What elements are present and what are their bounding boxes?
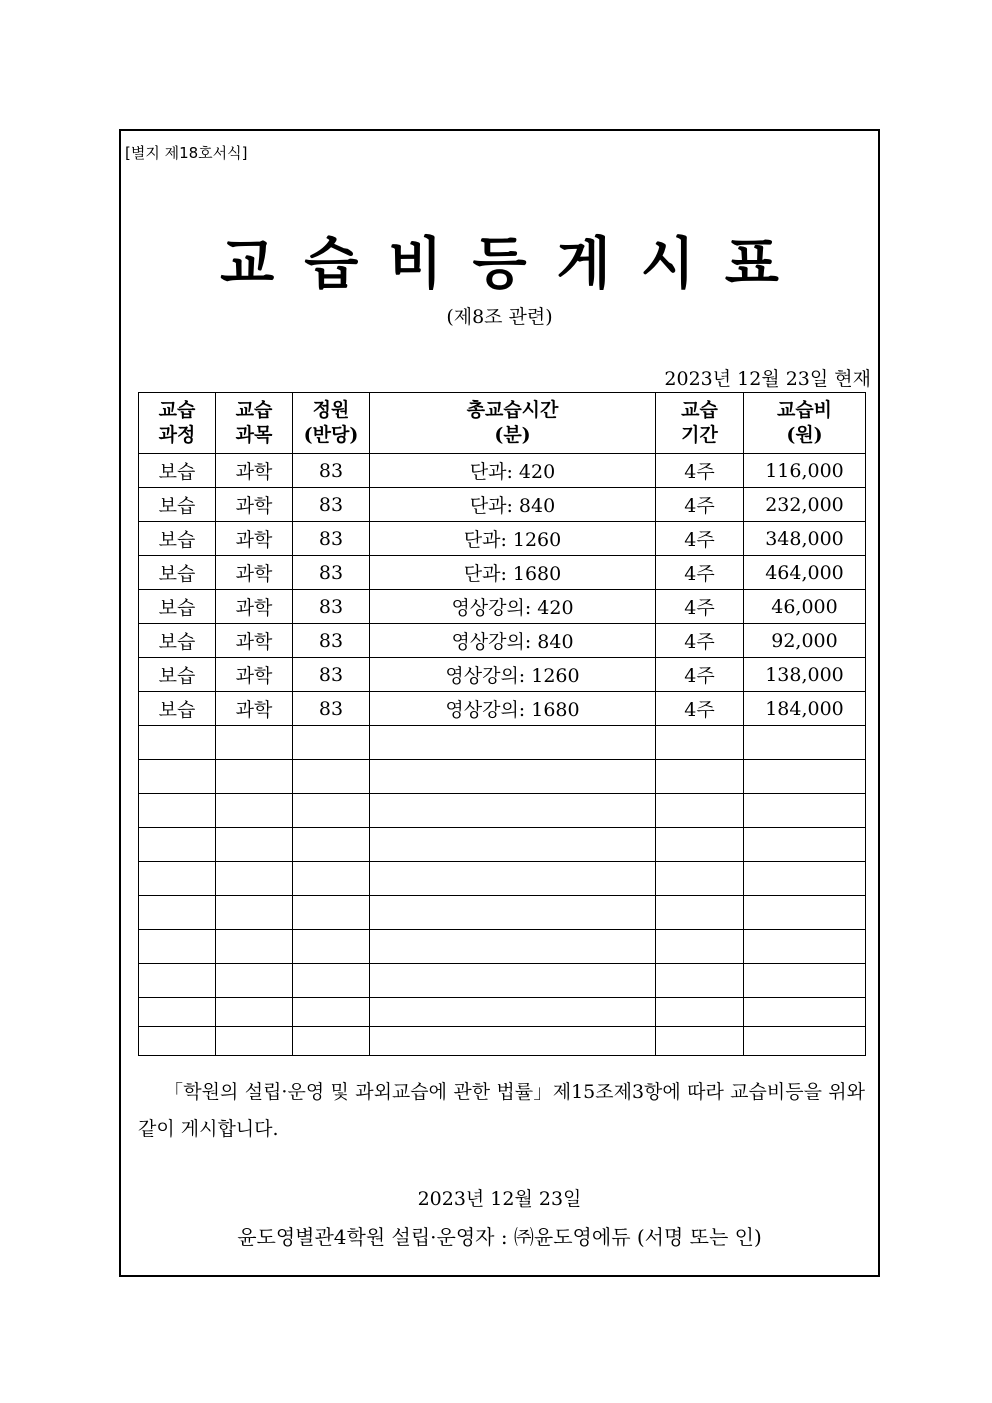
empty-cell: [744, 760, 866, 794]
fee-table-body: [139, 454, 866, 1056]
empty-cell: [139, 794, 216, 828]
cell-course: 보습: [139, 624, 216, 658]
cell-subject: 과학: [216, 522, 293, 556]
empty-table-row: [139, 964, 866, 998]
header-total-time: 총교습시간 (분): [370, 393, 656, 454]
table-row: [139, 522, 866, 556]
cell-fee: 92,000: [744, 624, 866, 658]
cell-total-time: 단과: 1260: [370, 522, 656, 556]
cell-subject: 과학: [216, 556, 293, 590]
empty-cell: [216, 760, 293, 794]
cell-total-time: 단과: 420: [370, 454, 656, 488]
cell-capacity: 83: [293, 590, 370, 624]
page-subtitle: (제8조 관련): [446, 306, 553, 328]
empty-cell: [293, 964, 370, 998]
cell-fee: 116,000: [744, 454, 866, 488]
cell-subject: 과학: [216, 692, 293, 726]
empty-cell: [370, 896, 656, 930]
header-course: 교습 과정: [139, 393, 216, 454]
empty-cell: [293, 760, 370, 794]
cell-period: 4주: [656, 454, 744, 488]
cell-period: 4주: [656, 590, 744, 624]
cell-capacity: 83: [293, 488, 370, 522]
empty-cell: [216, 964, 293, 998]
cell-capacity: 83: [293, 692, 370, 726]
cell-subject: 과학: [216, 454, 293, 488]
empty-cell: [216, 794, 293, 828]
cell-period: 4주: [656, 556, 744, 590]
cell-course: 보습: [139, 454, 216, 488]
empty-cell: [370, 794, 656, 828]
empty-cell: [139, 964, 216, 998]
empty-cell: [293, 726, 370, 760]
empty-cell: [656, 896, 744, 930]
empty-cell: [139, 896, 216, 930]
empty-cell: [370, 828, 656, 862]
notice-text: 「학원의 설립·운영 및 과외교습에 관한 법률」제15조제3항에 따라 교습비등을 위와 같이 게시합니다.: [138, 1081, 865, 1140]
cell-period: 4주: [656, 658, 744, 692]
empty-cell: [370, 726, 656, 760]
table-row: [139, 692, 866, 726]
empty-cell: [370, 964, 656, 998]
cell-total-time: 영상강의: 1260: [370, 658, 656, 692]
cell-course: 보습: [139, 590, 216, 624]
empty-cell: [216, 1027, 293, 1056]
empty-cell: [656, 726, 744, 760]
empty-cell: [139, 726, 216, 760]
empty-cell: [656, 828, 744, 862]
table-row: [139, 590, 866, 624]
cell-total-time: 단과: 1680: [370, 556, 656, 590]
form-number: [별지 제18호서식]: [125, 144, 248, 162]
empty-cell: [293, 794, 370, 828]
header-period: 교습 기간: [656, 393, 744, 454]
table-row: [139, 488, 866, 522]
cell-capacity: 83: [293, 522, 370, 556]
cell-fee: 46,000: [744, 590, 866, 624]
cell-fee: 232,000: [744, 488, 866, 522]
empty-cell: [293, 828, 370, 862]
empty-cell: [656, 998, 744, 1027]
cell-course: 보습: [139, 692, 216, 726]
cell-subject: 과학: [216, 624, 293, 658]
empty-cell: [216, 998, 293, 1027]
empty-table-row: [139, 1027, 866, 1056]
table-row: [139, 556, 866, 590]
empty-cell: [744, 828, 866, 862]
empty-cell: [216, 862, 293, 896]
empty-table-row: [139, 726, 866, 760]
empty-cell: [656, 930, 744, 964]
empty-cell: [216, 896, 293, 930]
header-subject: 교습 과목: [216, 393, 293, 454]
empty-cell: [370, 930, 656, 964]
cell-fee: 184,000: [744, 692, 866, 726]
empty-cell: [139, 828, 216, 862]
empty-cell: [293, 1027, 370, 1056]
cell-fee: 464,000: [744, 556, 866, 590]
empty-cell: [216, 726, 293, 760]
cell-fee: 138,000: [744, 658, 866, 692]
empty-cell: [744, 726, 866, 760]
empty-cell: [744, 862, 866, 896]
empty-cell: [370, 862, 656, 896]
empty-cell: [293, 896, 370, 930]
empty-cell: [656, 794, 744, 828]
empty-cell: [139, 930, 216, 964]
empty-cell: [744, 794, 866, 828]
cell-total-time: 단과: 840: [370, 488, 656, 522]
cell-course: 보습: [139, 658, 216, 692]
empty-cell: [370, 998, 656, 1027]
table-header-row: [139, 393, 866, 454]
empty-cell: [293, 998, 370, 1027]
empty-cell: [293, 930, 370, 964]
table-row: [139, 454, 866, 488]
empty-table-row: [139, 896, 866, 930]
empty-table-row: [139, 794, 866, 828]
cell-course: 보습: [139, 556, 216, 590]
signature-date: 2023년 12월 23일: [417, 1188, 582, 1210]
empty-cell: [370, 760, 656, 794]
signer-line: 윤도영별관4학원 설립·운영자 : ㈜윤도영에듀 (서명 또는 인): [237, 1225, 762, 1249]
empty-cell: [656, 1027, 744, 1056]
cell-total-time: 영상강의: 1680: [370, 692, 656, 726]
empty-cell: [656, 760, 744, 794]
cell-capacity: 83: [293, 454, 370, 488]
cell-fee: 348,000: [744, 522, 866, 556]
empty-table-row: [139, 862, 866, 896]
empty-cell: [656, 862, 744, 896]
cell-capacity: 83: [293, 556, 370, 590]
empty-cell: [744, 896, 866, 930]
empty-table-row: [139, 998, 866, 1027]
empty-cell: [370, 1027, 656, 1056]
empty-table-row: [139, 930, 866, 964]
cell-subject: 과학: [216, 488, 293, 522]
empty-cell: [744, 964, 866, 998]
empty-table-row: [139, 760, 866, 794]
table-row: [139, 624, 866, 658]
cell-course: 보습: [139, 488, 216, 522]
empty-cell: [744, 930, 866, 964]
empty-cell: [656, 964, 744, 998]
empty-table-row: [139, 828, 866, 862]
as-of-date: 2023년 12월 23일 현재: [664, 368, 871, 390]
empty-cell: [216, 930, 293, 964]
empty-cell: [293, 862, 370, 896]
empty-cell: [216, 828, 293, 862]
empty-cell: [139, 998, 216, 1027]
cell-subject: 과학: [216, 590, 293, 624]
cell-capacity: 83: [293, 658, 370, 692]
page-title: 교습비등게시표: [220, 232, 809, 297]
empty-cell: [139, 862, 216, 896]
header-capacity: 정원 (반당): [293, 393, 370, 454]
empty-cell: [139, 1027, 216, 1056]
table-row: [139, 658, 866, 692]
cell-period: 4주: [656, 522, 744, 556]
cell-total-time: 영상강의: 420: [370, 590, 656, 624]
empty-cell: [744, 1027, 866, 1056]
cell-total-time: 영상강의: 840: [370, 624, 656, 658]
cell-period: 4주: [656, 692, 744, 726]
empty-cell: [139, 760, 216, 794]
cell-capacity: 83: [293, 624, 370, 658]
cell-period: 4주: [656, 624, 744, 658]
cell-period: 4주: [656, 488, 744, 522]
cell-subject: 과학: [216, 658, 293, 692]
empty-cell: [744, 998, 866, 1027]
header-fee: 교습비 (원): [744, 393, 866, 454]
fee-table: [138, 392, 866, 1056]
cell-course: 보습: [139, 522, 216, 556]
